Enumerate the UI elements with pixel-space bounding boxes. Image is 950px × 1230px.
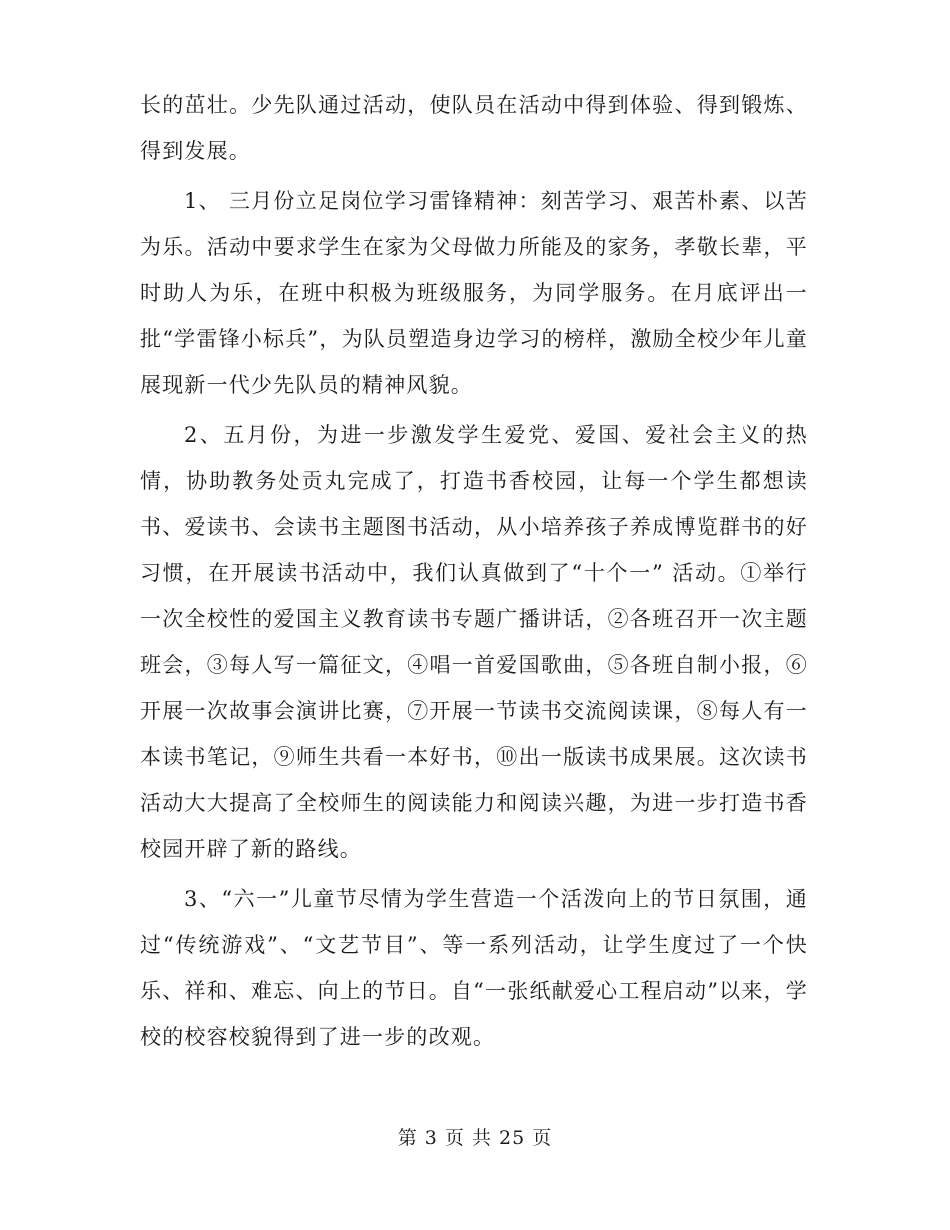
paragraph-continuation: 长的茁壮。少先队通过活动，使队员在活动中得到体验、得到锻炼、得到发展。 (140, 93, 808, 163)
paragraph-march-activity: 1、 三月份立足岗位学习雷锋精神：刻苦学习、艰苦朴素、以苦为乐。活动中要求学生在家为父母做力所能及的家务，孝敬长辈，平时助人为乐，在班中积极为班级服务，为同学服务。在月底评出一批“学雷锋小标兵”，为队员塑造身边学习的榜样，激励全校少年儿童展现新一代少先队员的精神风貌。 (140, 189, 808, 397)
document-body (140, 82, 808, 1064)
paragraph-may-reading-activity: 2、五月份，为进一步激发学生爱党、爱国、爱社会主义的热情，协助教务处贡丸完成了，打造书香校园，让每一个学生都想读书、爱读书、会读书主题图书活动，从小培养孩子养成博览群书的好习惯，在开展读书活动中，我们认真做到了“十个一” 活动。①举行一次全校性的爱国主义教育读书专题广播讲话，②各班召开一次主题班会，③每人写一篇征文，④唱一首爱国歌曲，⑤各班自制小报，⑥开展一次故事会演讲比赛，⑦开展一节读书交流阅读课，⑧每人有一本读书笔记，⑨师生共看一本好书，⑩出一版读书成果展。这次读书活动大大提高了全校师生的阅读能力和阅读兴趣，为进一步打造书香校园开辟了新的路线。 (140, 423, 808, 861)
paragraph-childrens-day: 3、“六一”儿童节尽情为学生营造一个活泼向上的节日氛围，通过“传统游戏”、“文艺节目”、等一系列活动，让学生度过了一个快乐、祥和、难忘、向上的节日。自“一张纸献爱心工程启动”以来，学校的校容校貌得到了进一步的改观。 (140, 887, 808, 1049)
page-number-footer: 第 3 页 共 25 页 (397, 1127, 553, 1149)
